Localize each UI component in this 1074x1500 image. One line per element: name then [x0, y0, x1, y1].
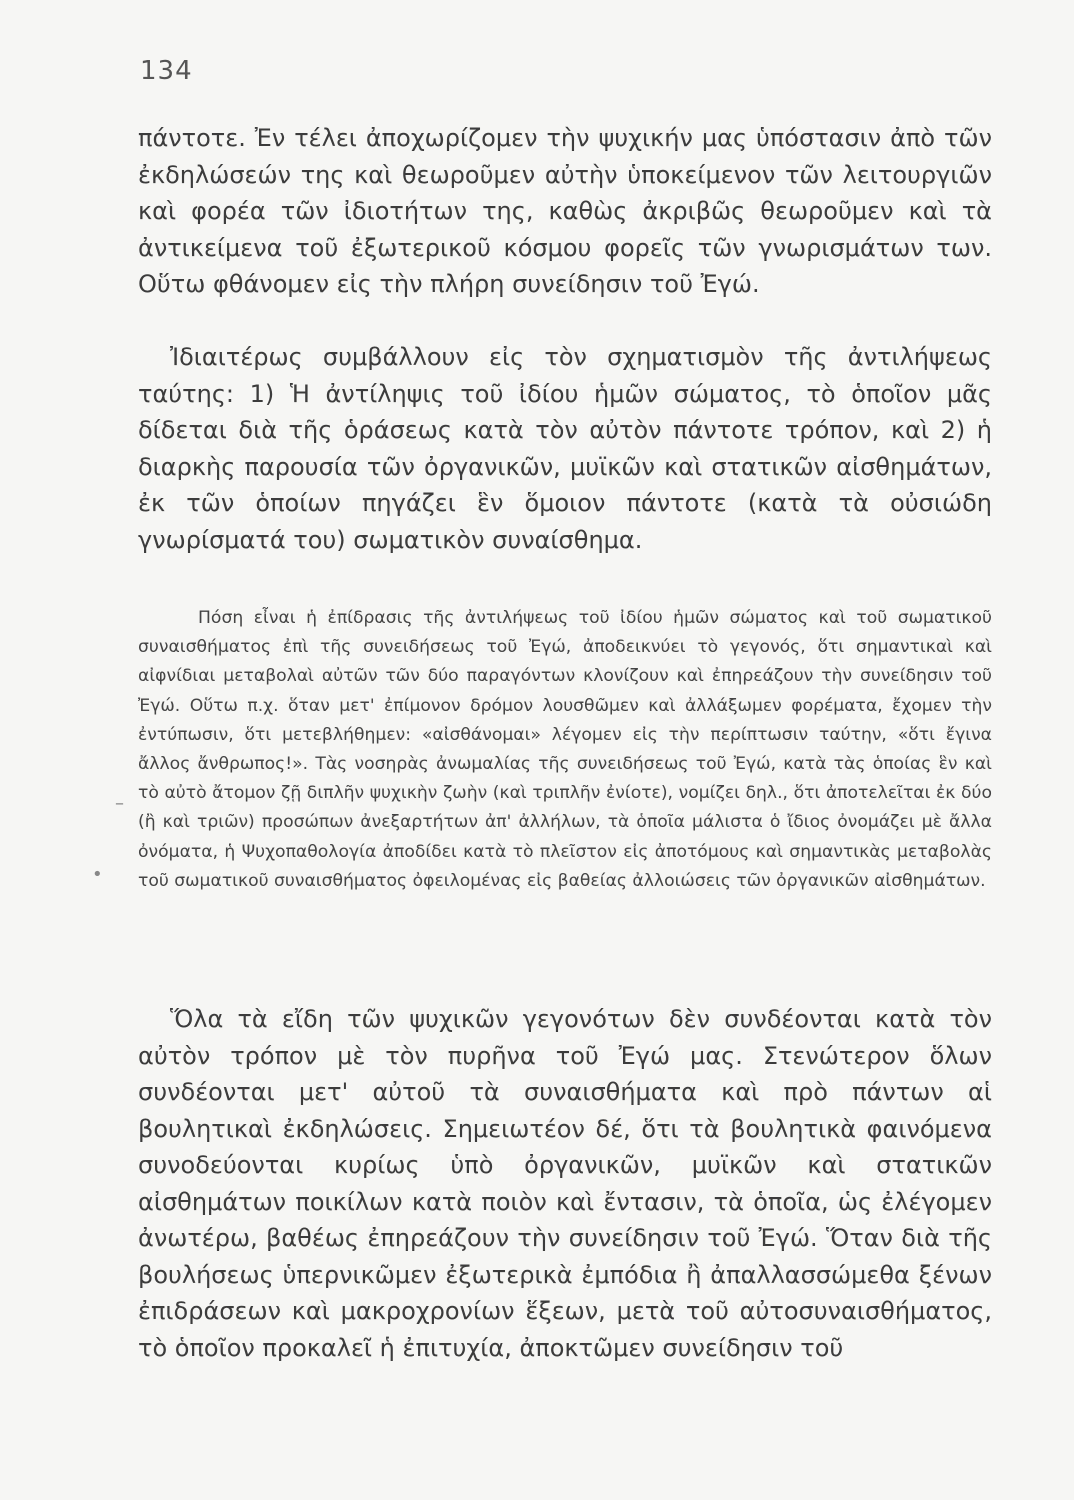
paragraph-2: Ἰδιαιτέρως συμβάλλουν εἰς τὸν σχηματισμὸν τῆς ἀντιλήψεως ταύτης: 1) Ἡ ἀντίληψις τοῦ ἰδίου ἡμῶν σώματος, τὸ ὁποῖον μᾶς δίδεται διὰ τῆς ὁράσεως κατὰ τὸν αὐτὸν πάντοτε τρόπον, καὶ 2) ἡ διαρκὴς παρουσία τῶν ὀργανικῶν, μυϊκῶν καὶ στατικῶν αἰσθημάτων, ἐκ τῶν ὁποίων πηγάζει ἓν ὅμοιον πάντοτε (κατὰ τὰ οὐσιώδη γνωρίσματά του) σωματικὸν συναίσθημα. — [138, 343, 992, 554]
footnote: Πόση εἶναι ἡ ἐπίδρασις τῆς ἀντιλήψεως τοῦ ἰδίου ἡμῶν σώματος καὶ τοῦ σωματικοῦ συναισθήματος ἐπὶ τῆς συνειδήσεως τοῦ Ἐγώ, ἀποδεικνύει τὸ γεγονός, ὅτι σημαντικαὶ καὶ αἰφνίδιαι μεταβολαὶ αὐτῶν τῶν δύο παραγόντων κλονίζουν καὶ ἐπηρεάζουν τὴν συνείδησιν τοῦ Ἐγώ. Οὕτω π.χ. ὅταν μετ' ἐπίμονον δρόμον λουσθῶμεν καὶ ἀλλάξωμεν φορέματα, ἔχομεν τὴν ἐντύπωσιν, ὅτι μετεβλήθημεν: «αἰσθάνομαι» λέγομεν εἰς τὴν περίπτωσιν ταύτην, «ὅτι ἔγινα ἄλλος ἄνθρωπος!». Τὰς νοσηρὰς ἀνωμαλίας τῆς συνειδήσεως τοῦ Ἐγώ, κατὰ τὰς ὁποίας ἓν καὶ τὸ αὐτὸ ἄτομον ζῇ διπλῆν ψυχικὴν ζωὴν (καὶ τριπλῆν ἐνίοτε), νομίζει δηλ., ὅτι ἀποτελεῖται ἐκ δύο (ἢ καὶ τριῶν) προσώπων ἀνεξαρτήτων ἀπ' ἀλλήλων, τὰ ὁποῖα μάλιστα ὁ ἴδιος ὀνομάζει μὲ ἄλλα ὀνόματα, ἡ Ψυχοπαθολογία ἀποδίδει κατὰ τὸ πλεῖστον εἰς ἀποτόμους καὶ σημαντικὰς μεταβολὰς τοῦ σωματικοῦ συναισθήματος ὀφειλομένας εἰς βαθείας ἀλλοιώσεις τῶν ὀργανικῶν αἰσθημάτων. — [138, 608, 992, 891]
margin-mark: • — [92, 864, 103, 885]
paragraph-3: Ὅλα τὰ εἴδη τῶν ψυχικῶν γεγονότων δὲν συνδέονται κατὰ τὸν αὐτὸν τρόπον μὲ τὸν πυρῆνα τοῦ Ἐγώ μας. Στενώτερον ὅλων συνδέονται μετ' αὐτοῦ τὰ συναισθήματα καὶ πρὸ πάντων αἱ βουλητικαὶ ἐκδηλώσεις. Σημειωτέον δέ, ὅτι τὰ βουλητικὰ φαινόμενα συνοδεύονται κυρίως ὑπὸ ὀργανικῶν, μυϊκῶν καὶ στατικῶν αἰσθημάτων ποικίλων κατὰ ποιὸν καὶ ἔντασιν, τὰ ὁποῖα, ὡς ἐλέγομεν ἀνωτέρω, βαθέως ἐπηρεάζουν τὴν συνείδησιν τοῦ Ἐγώ. Ὅταν διὰ τῆς βουλήσεως ὑπερνικῶμεν ἐξωτερικὰ ἐμπόδια ἢ ἀπαλλασσώμεθα ξένων ἐπιδράσεων καὶ μακροχρονίων ἕξεων, μετὰ τοῦ αὐτοσυναισθήματος, τὸ ὁποῖον προκαλεῖ ἡ ἐπιτυχία, ἀποκτῶμεν συνείδησιν τοῦ — [138, 1005, 992, 1362]
paragraph-1: πάντοτε. Ἐν τέλει ἀποχωρίζομεν τὴν ψυχικήν μας ὑπόστασιν ἀπὸ τῶν ἐκδηλώσεών της καὶ θεωροῦμεν αὐτὴν ὑποκείμενον τῶν λειτουργιῶν καὶ φορέα τῶν ἰδιοτήτων της, καθὼς ἀκριβῶς θεωροῦμεν καὶ τὰ ἀντικείμενα τοῦ ἐξωτερικοῦ κόσμου φορεῖς τῶν γνωρισμάτων των. Οὕτω φθάνομεν εἰς τὴν πλήρη συνείδησιν τοῦ Ἐγώ. — [138, 124, 992, 298]
page-number: 134 — [140, 56, 193, 86]
margin-mark: – — [115, 793, 124, 814]
